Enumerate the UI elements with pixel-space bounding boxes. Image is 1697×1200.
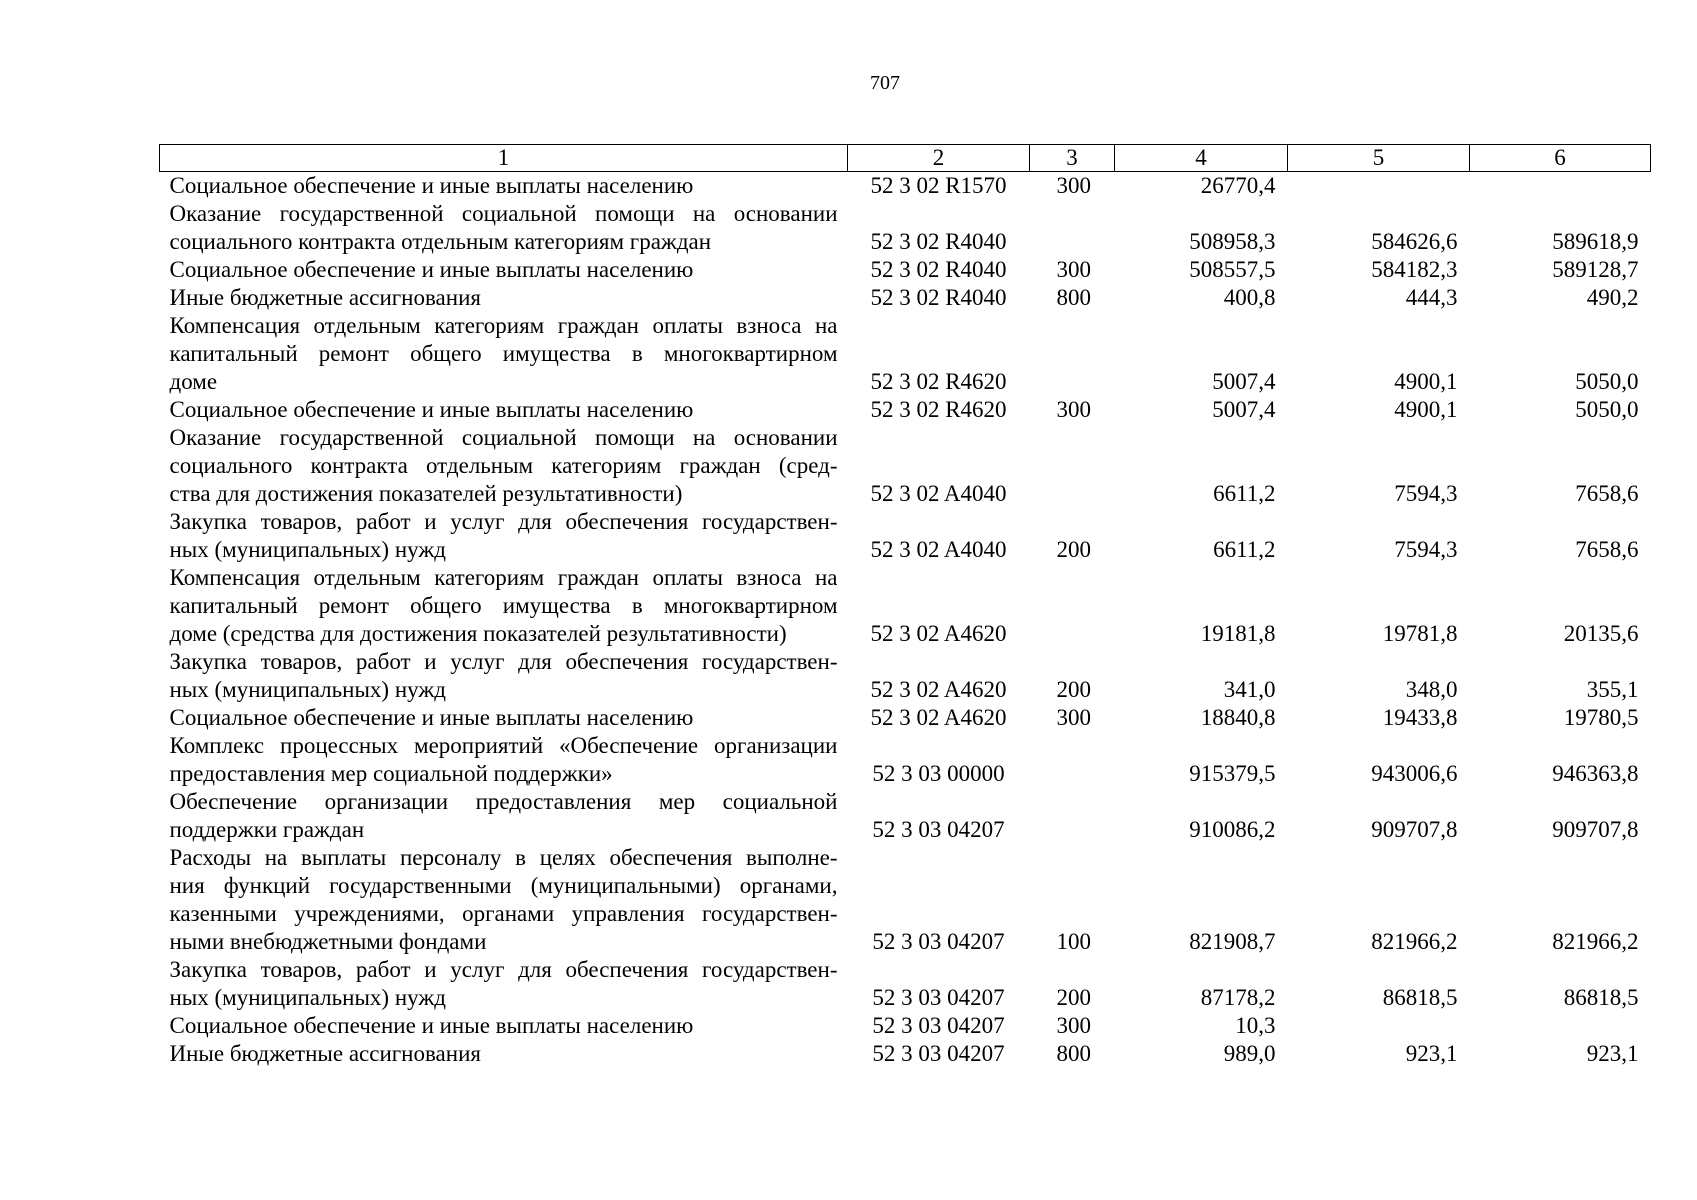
table-row bbox=[160, 788, 1651, 844]
row-value-col6: 923,1 bbox=[1586, 1041, 1639, 1066]
table-row bbox=[160, 312, 1651, 396]
row-value-col5 bbox=[1288, 1012, 1470, 1040]
row-name-line: предоставления мер социальной поддержки» bbox=[169, 761, 613, 786]
table-row bbox=[160, 956, 1651, 1012]
row-name bbox=[160, 284, 848, 312]
row-value-col6: 355,1 bbox=[1586, 677, 1639, 702]
row-name bbox=[160, 648, 848, 704]
row-name bbox=[160, 1012, 848, 1040]
table-row bbox=[160, 508, 1651, 564]
row-name-line: казенными учреждениями, органами управления государствен- bbox=[169, 901, 838, 926]
row-code: 52 3 03 04207 bbox=[872, 929, 1005, 954]
row-value-col4: 10,3 bbox=[1235, 1013, 1276, 1038]
row-expense-type: 300 bbox=[1056, 1013, 1091, 1038]
row-name bbox=[160, 424, 848, 508]
row-value-col6: 5050,0 bbox=[1575, 397, 1639, 422]
row-value-col6: 86818,5 bbox=[1563, 985, 1639, 1010]
row-name bbox=[160, 564, 848, 648]
row-name bbox=[160, 312, 848, 396]
row-code: 52 3 02 A4040 bbox=[870, 481, 1007, 506]
header-col-5: 5 bbox=[1288, 145, 1470, 172]
row-value-col6: 589128,7 bbox=[1552, 257, 1639, 282]
row-value-col4: 989,0 bbox=[1223, 1041, 1276, 1066]
row-value-col4: 341,0 bbox=[1223, 677, 1276, 702]
row-value-col5: 821966,2 bbox=[1371, 929, 1458, 954]
table-row bbox=[160, 200, 1651, 256]
row-value-col4: 6611,2 bbox=[1213, 481, 1276, 506]
row-name-line: социального контракта отдельным категориям граждан (сред- bbox=[169, 453, 838, 478]
row-name-line: доме bbox=[169, 369, 218, 394]
row-code: 52 3 02 A4620 bbox=[870, 677, 1007, 702]
header-col-4: 4 bbox=[1115, 145, 1288, 172]
row-code: 52 3 02 R4040 bbox=[870, 229, 1007, 254]
row-name bbox=[160, 172, 848, 201]
row-value-col6: 7658,6 bbox=[1575, 481, 1639, 506]
row-value-col5: 86818,5 bbox=[1382, 985, 1458, 1010]
row-code: 52 3 02 R4040 bbox=[870, 285, 1007, 310]
row-value-col5: 943006,6 bbox=[1371, 761, 1458, 786]
table-row bbox=[160, 844, 1651, 956]
row-value-col6: 19780,5 bbox=[1563, 705, 1639, 730]
row-name bbox=[160, 732, 848, 788]
row-name-line: ства для достижения показателей результативности) bbox=[169, 481, 683, 506]
row-value-col6: 20135,6 bbox=[1563, 621, 1639, 646]
row-value-col6: 946363,8 bbox=[1552, 761, 1639, 786]
row-name-line: Компенсация отдельным категориям граждан оплаты взноса на bbox=[169, 313, 838, 338]
row-name bbox=[160, 256, 848, 284]
row-value-col5: 19433,8 bbox=[1382, 705, 1458, 730]
table-row bbox=[160, 396, 1651, 424]
row-name-line: ных (муниципальных) нужд bbox=[169, 537, 446, 562]
row-name bbox=[160, 844, 848, 956]
row-name-line: Социальное обеспечение и иные выплаты населению bbox=[169, 397, 694, 422]
row-value-col6 bbox=[1470, 1012, 1651, 1040]
row-value-col4: 19181,8 bbox=[1200, 621, 1276, 646]
row-name-line: Закупка товаров, работ и услуг для обеспечения государствен- bbox=[169, 649, 838, 674]
table-row bbox=[160, 648, 1651, 704]
row-name-line: поддержки граждан bbox=[169, 817, 365, 842]
row-value-col4: 400,8 bbox=[1223, 285, 1276, 310]
row-name-line: Социальное обеспечение и иные выплаты населению bbox=[169, 257, 694, 282]
row-value-col5: 348,0 bbox=[1405, 677, 1458, 702]
table-row bbox=[160, 1040, 1651, 1068]
header-row bbox=[160, 145, 1651, 172]
row-name-line: доме (средства для достижения показателей результативности) bbox=[169, 621, 787, 646]
row-expense-type bbox=[1030, 732, 1115, 788]
row-value-col4: 915379,5 bbox=[1189, 761, 1276, 786]
header-col-2: 2 bbox=[848, 145, 1030, 172]
row-expense-type: 300 bbox=[1056, 173, 1091, 198]
header-col-3: 3 bbox=[1030, 145, 1115, 172]
row-name-line: Иные бюджетные ассигнования bbox=[169, 1041, 481, 1066]
row-value-col5 bbox=[1288, 172, 1470, 201]
row-name-line: Комплекс процессных мероприятий «Обеспечение организации bbox=[169, 733, 838, 758]
row-name bbox=[160, 508, 848, 564]
row-name-line: ными внебюджетными фондами bbox=[169, 929, 487, 954]
row-expense-type: 200 bbox=[1056, 537, 1091, 562]
row-value-col4: 5007,4 bbox=[1212, 369, 1276, 394]
row-name-line: капитальный ремонт общего имущества в многоквартирном bbox=[169, 593, 838, 618]
row-expense-type bbox=[1030, 424, 1115, 508]
row-code: 52 3 03 04207 bbox=[872, 1013, 1005, 1038]
row-value-col6: 7658,6 bbox=[1575, 537, 1639, 562]
row-value-col4: 87178,2 bbox=[1200, 985, 1276, 1010]
row-value-col5: 444,3 bbox=[1405, 285, 1458, 310]
row-expense-type: 300 bbox=[1056, 705, 1091, 730]
row-name-line: социального контракта отдельным категориям граждан bbox=[169, 229, 712, 254]
row-code: 52 3 02 R1570 bbox=[870, 173, 1007, 198]
row-value-col4: 508557,5 bbox=[1189, 257, 1276, 282]
table-header bbox=[160, 145, 1651, 172]
row-value-col5: 909707,8 bbox=[1371, 817, 1458, 842]
row-expense-type: 100 bbox=[1056, 929, 1091, 954]
row-expense-type: 800 bbox=[1056, 285, 1091, 310]
row-value-col6: 5050,0 bbox=[1575, 369, 1639, 394]
row-code: 52 3 02 R4620 bbox=[870, 397, 1007, 422]
row-code: 52 3 03 04207 bbox=[872, 817, 1005, 842]
row-name-line: капитальный ремонт общего имущества в многоквартирном bbox=[169, 341, 838, 366]
row-value-col6: 821966,2 bbox=[1552, 929, 1639, 954]
budget-table bbox=[159, 144, 1651, 1068]
row-expense-type bbox=[1030, 564, 1115, 648]
row-value-col5: 584182,3 bbox=[1371, 257, 1458, 282]
row-name bbox=[160, 200, 848, 256]
row-value-col5: 923,1 bbox=[1405, 1041, 1458, 1066]
row-code: 52 3 02 R4620 bbox=[870, 369, 1007, 394]
row-name bbox=[160, 956, 848, 1012]
table-row bbox=[160, 172, 1651, 201]
row-name bbox=[160, 396, 848, 424]
row-value-col4: 26770,4 bbox=[1200, 173, 1276, 198]
row-value-col5: 19781,8 bbox=[1382, 621, 1458, 646]
row-name-line: Закупка товаров, работ и услуг для обеспечения государствен- bbox=[169, 957, 838, 982]
row-value-col6: 909707,8 bbox=[1552, 817, 1639, 842]
table-body bbox=[160, 172, 1651, 1069]
row-code: 52 3 02 A4620 bbox=[870, 621, 1007, 646]
row-code: 52 3 02 A4040 bbox=[870, 537, 1007, 562]
row-value-col4: 821908,7 bbox=[1189, 929, 1276, 954]
row-value-col5: 4900,1 bbox=[1394, 369, 1458, 394]
row-code: 52 3 03 00000 bbox=[872, 761, 1005, 786]
row-name bbox=[160, 704, 848, 732]
row-value-col5: 4900,1 bbox=[1394, 397, 1458, 422]
row-code: 52 3 02 A4620 bbox=[870, 705, 1007, 730]
row-value-col4: 910086,2 bbox=[1189, 817, 1276, 842]
row-code: 52 3 02 R4040 bbox=[870, 257, 1007, 282]
table-row bbox=[160, 424, 1651, 508]
row-name-line: Социальное обеспечение и иные выплаты населению bbox=[169, 1013, 694, 1038]
table-row bbox=[160, 704, 1651, 732]
header-col-1: 1 bbox=[160, 145, 848, 172]
row-expense-type: 200 bbox=[1056, 985, 1091, 1010]
table-row bbox=[160, 732, 1651, 788]
row-value-col5: 584626,6 bbox=[1371, 229, 1458, 254]
row-name-line: Оказание государственной социальной помощи на основании bbox=[169, 201, 838, 226]
row-name-line: ния функций государственными (муниципальными) органами, bbox=[169, 873, 838, 898]
row-value-col6: 490,2 bbox=[1586, 285, 1639, 310]
row-expense-type bbox=[1030, 200, 1115, 256]
row-expense-type bbox=[1030, 788, 1115, 844]
row-name-line: ных (муниципальных) нужд bbox=[169, 985, 446, 1010]
row-name-line: Социальное обеспечение и иные выплаты населению bbox=[169, 173, 694, 198]
row-name-line: Расходы на выплаты персоналу в целях обеспечения выполне- bbox=[169, 845, 838, 870]
row-name-line: Социальное обеспечение и иные выплаты населению bbox=[169, 705, 694, 730]
row-name bbox=[160, 1040, 848, 1068]
row-expense-type bbox=[1030, 312, 1115, 396]
row-name-line: Оказание государственной социальной помощи на основании bbox=[169, 425, 838, 450]
page-number: 707 bbox=[870, 72, 900, 94]
row-expense-type: 800 bbox=[1056, 1041, 1091, 1066]
row-expense-type: 200 bbox=[1056, 677, 1091, 702]
table-row bbox=[160, 284, 1651, 312]
table-row bbox=[160, 1012, 1651, 1040]
row-value-col4: 5007,4 bbox=[1212, 397, 1276, 422]
row-name-line: Закупка товаров, работ и услуг для обеспечения государствен- bbox=[169, 509, 838, 534]
header-col-6: 6 bbox=[1470, 145, 1651, 172]
row-value-col5: 7594,3 bbox=[1394, 537, 1458, 562]
row-code: 52 3 03 04207 bbox=[872, 1041, 1005, 1066]
row-value-col5: 7594,3 bbox=[1394, 481, 1458, 506]
row-name-line: Компенсация отдельным категориям граждан оплаты взноса на bbox=[169, 565, 838, 590]
row-value-col4: 6611,2 bbox=[1213, 537, 1276, 562]
row-value-col6 bbox=[1470, 172, 1651, 201]
table-row bbox=[160, 564, 1651, 648]
row-value-col4: 508958,3 bbox=[1189, 229, 1276, 254]
row-code: 52 3 03 04207 bbox=[872, 985, 1005, 1010]
row-expense-type: 300 bbox=[1056, 397, 1091, 422]
table-row bbox=[160, 256, 1651, 284]
row-name-line: Иные бюджетные ассигнования bbox=[169, 285, 481, 310]
row-name-line: ных (муниципальных) нужд bbox=[169, 677, 446, 702]
row-value-col4: 18840,8 bbox=[1200, 705, 1276, 730]
row-value-col6: 589618,9 bbox=[1552, 229, 1639, 254]
row-name-line: Обеспечение организации предоставления мер социальной bbox=[169, 789, 838, 814]
row-name bbox=[160, 788, 848, 844]
row-expense-type: 300 bbox=[1056, 257, 1091, 282]
